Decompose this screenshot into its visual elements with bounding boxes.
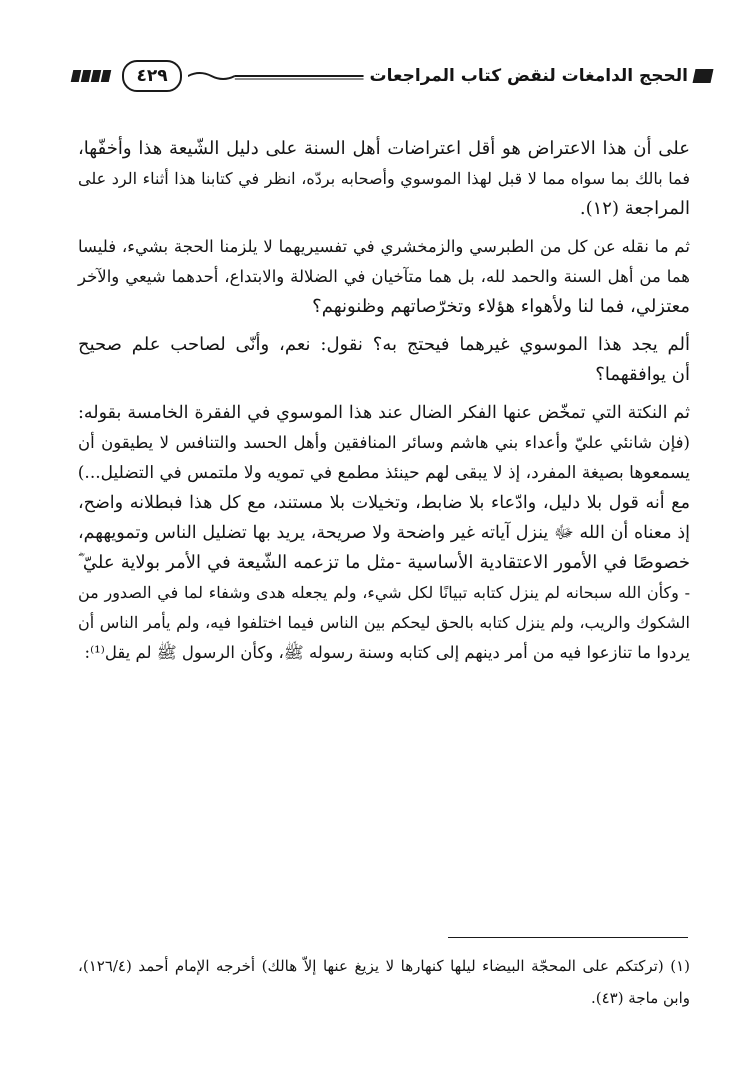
text-line: ألم يجد هذا الموسوي غيرهما فيحتج به؟ نقول: نعم، وأنّى لصاحب علم صحيح [78, 334, 690, 355]
header-ornament-left-icon [72, 69, 118, 83]
text-line: ثم النكتة التي تمخّض عنها الفكر الضال عند هذا الموسوي في الفقرة الخامسة بقوله: [78, 403, 690, 423]
text-line: هما من أهل السنة والحمد لله، بل هما متآخيان في الضلالة والابتداع، أحدهما شيعي والآخر [78, 267, 690, 286]
text-line: (فإن شانئي عليّ وأعداء بني هاشم وسائر المنافقين وأهل الحسد والتنافس لا يطيقون أن [78, 433, 690, 452]
text-line: - وكأن الله سبحانه لم ينزل كتابه تبيانًا لكل شيء، ولم يجعله هدى وشفاء لما في الصدور من [78, 583, 690, 602]
paragraph [78, 134, 690, 224]
page-number: ٤٢٩ [122, 60, 182, 92]
body-text [78, 134, 690, 676]
footnote-divider [448, 937, 688, 938]
paragraph [78, 330, 690, 390]
text-line: خصوصًا في الأمور الاعتقادية الأساسية -مثل ما تزعمه الشّيعة في الأمر بولاية عليّ ؓ [78, 552, 690, 573]
footnote-line: وابن ماجة (٤٣). [590, 989, 690, 1007]
running-header [72, 58, 712, 94]
text-line: ثم ما نقله عن كل من الطبرسي والزمخشري في تفسيريهما لا يلزمنا الحجة بشيء، فليسا [78, 237, 690, 256]
paragraph [78, 398, 690, 668]
text-line: المراجعة (١٢). [579, 198, 690, 219]
footnotes [78, 950, 690, 1014]
header-ornament-right-icon [693, 69, 714, 83]
footnote-line: (١) (تركتكم على المحجّة البيضاء ليلها كنهارها لا يزيغ عنها إلاّ هالك) أخرجه الإمام أحمد (١٢٦/٤)، [78, 957, 690, 975]
text-line: معتزلي، فما لنا ولأهواء هؤلاء وتخرّصاتهم وظنونهم؟ [312, 296, 690, 317]
paragraph [78, 232, 690, 322]
text-line: أن يوافقهما؟ [595, 364, 690, 385]
running-title: الحجج الدامغات لنقض كتاب المراجعات [369, 66, 688, 86]
text-line: إذ معناه أن الله ﷻ ينزل آياته غير واضحة ولا صريحة، يريد بها تضليل الناس وتمويههم، [78, 523, 690, 543]
text-line: الشكوك والريب، ولم ينزل كتابه بالحق ليحكم بين الناس فيما اختلفوا فيه، ولم يأمر الناس أن [78, 613, 690, 632]
text-line: يردوا ما تنازعوا فيه من أمر دينهم إلى كتابه وسنة رسوله ﷺ، وكأن الرسول ﷺ لم يقل⁽¹⁾: [84, 643, 690, 662]
text-line: مع أنه قول بلا دليل، وادّعاء بلا ضابط، وتخيلات بلا مستند، مع كل هذا فبطلانه واضح، [78, 493, 690, 513]
text-line: يسمعوها بصيغة المفرد، إذ لا يبقى لهم حينئذ مطمع في تمويه ولا ملتمس في التضليل...) [77, 463, 690, 483]
text-line: فما بالك بما سواه مما لا قبل لهذا الموسوي وأصحابه بردّه، انظر في كتابنا هذا أثناء الرد على [78, 169, 690, 188]
header-divider [188, 69, 364, 83]
text-line: على أن هذا الاعتراض هو أقل اعتراضات أهل السنة على دليل الشّيعة هذا وأخفّها، [78, 138, 690, 159]
